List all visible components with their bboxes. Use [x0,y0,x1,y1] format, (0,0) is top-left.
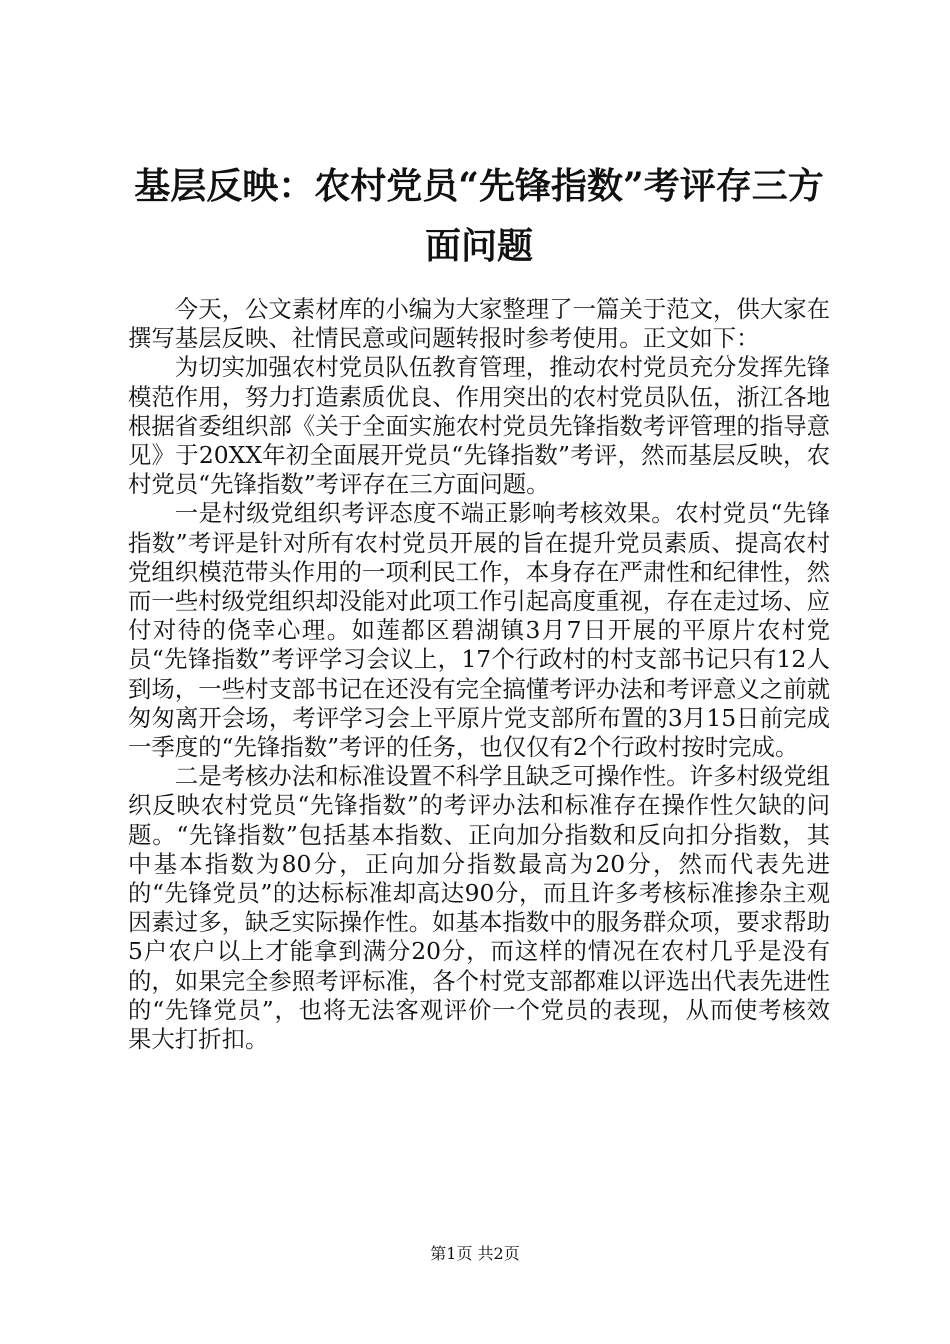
paragraph-intro: 今天，公文素材库的小编为大家整理了一篇关于范文，供大家在撰写基层反映、社情民意或问题转报时参考使用。正文如下： [128,295,830,353]
page-number-footer: 第1页 共2页 [430,1244,520,1263]
paragraph-problem-two: 二是考核办法和标准设置不科学且缺乏可操作性。许多村级党组织反映农村党员“先锋指数”的考评办法和标准存在操作性欠缺的问题。“先锋指数”包括基本指数、正向加分指数和反向扣分指数，其中基本指数为80分，正向加分指数最高为20分，然而代表先进的“先锋党员”的达标标准却高达90分，而且许多考核标准掺杂主观因素过多，缺乏实际操作性。如基本指数中的服务群众项，要求帮助5户农户以上才能拿到满分20分，而这样的情况在农村几乎是没有的，如果完全参照考评标准，各个村党支部都难以评选出代表先进性的“先锋党员”，也将无法客观评价一个党员的表现，从而使考核效果大打折扣。 [128,762,830,1054]
paragraph-background: 为切实加强农村党员队伍教育管理，推动农村党员充分发挥先锋模范作用，努力打造素质优良、作用突出的农村党员队伍，浙江各地根据省委组织部《关于全面实施农村党员先锋指数考评管理的指导意见》于20XX年初全面展开党员“先锋指数”考评，然而基层反映，农村党员“先锋指数”考评存在三方面问题。 [128,353,830,499]
document-title: 基层反映：农村党员“先锋指数”考评存三方面问题 [134,165,824,267]
paragraph-problem-one: 一是村级党组织考评态度不端正影响考核效果。农村党员“先锋指数”考评是针对所有农村党员开展的旨在提升党员素质、提高农村党组织模范带头作用的一项利民工作，本身存在严肃性和纪律性，然而一些村级党组织却没能对此项工作引起高度重视，存在走过场、应付对待的侥幸心理。如莲都区碧湖镇3月7日开展的平原片农村党员“先锋指数”考评学习会议上，17个行政村的村支部书记只有12人到场，一些村支部书记在还没有完全搞懂考评办法和考评意义之前就匆匆离开会场，考评学习会上平原片党支部所布置的3月15日前完成一季度的“先锋指数”考评的任务，也仅仅有2个行政村按时完成。 [128,499,830,762]
document-body [128,295,830,1054]
